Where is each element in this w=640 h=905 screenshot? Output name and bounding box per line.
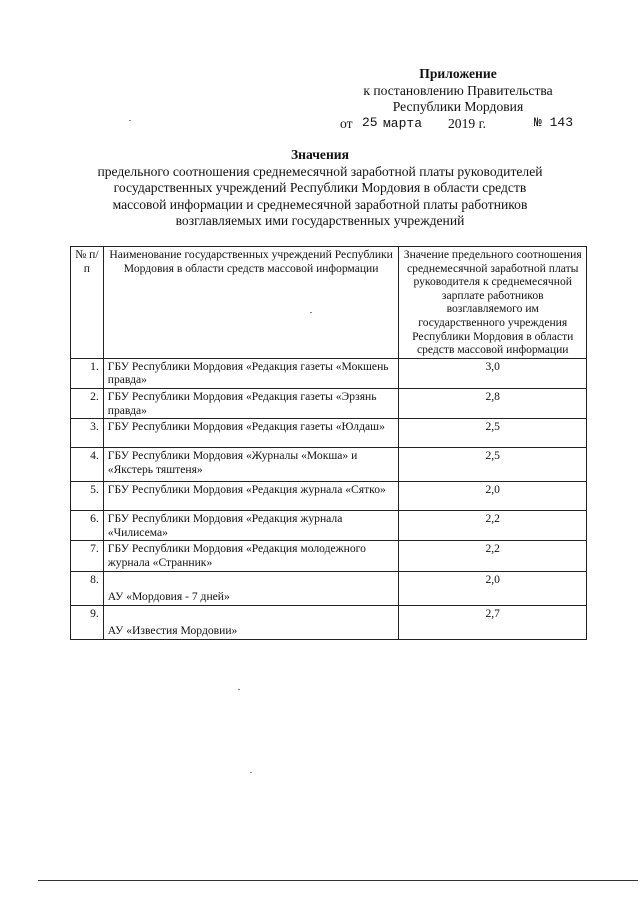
document-number: № 143 [534, 114, 574, 130]
document-heading [40, 147, 600, 230]
table-row [71, 448, 587, 482]
row-institution: АУ «Мордовия - 7 дней» [103, 571, 399, 605]
row-ratio: 2,2 [399, 511, 587, 541]
row-ratio: 2,0 [399, 482, 587, 511]
row-institution: АУ «Известия Мордовии» [103, 605, 399, 639]
table-row [71, 605, 587, 639]
date-day: 25 [362, 114, 378, 130]
scan-speck [310, 312, 312, 313]
table-row [71, 358, 587, 388]
appendix-title: Приложение [419, 66, 497, 81]
heading-line-1: предельного соотношения среднемесячной заработной платы руководителей [97, 163, 543, 179]
values-table [70, 246, 587, 640]
header-institution: Наименование государственных учреждений Республики Мордовия в области средств массовой информации [103, 247, 399, 359]
scan-speck [129, 120, 131, 121]
date-prefix: от [340, 115, 353, 131]
row-number: 9. [71, 605, 104, 639]
row-ratio: 2,5 [399, 448, 587, 482]
row-institution: ГБУ Республики Мордовия «Редакция журнала «Сятко» [103, 482, 399, 511]
scan-bottom-edge [38, 880, 638, 881]
row-number: 3. [71, 419, 104, 448]
row-institution: ГБУ Республики Мордовия «Редакция газеты «Мокшень правда» [103, 358, 399, 388]
row-number: 6. [71, 511, 104, 541]
row-institution: ГБУ Республики Мордовия «Редакция молодежного журнала «Странник» [103, 541, 399, 571]
heading-line-2: государственных учреждений Республики Мордовия в области средств [113, 180, 527, 195]
appendix-block [338, 66, 578, 133]
appendix-line-1: к постановлению Правительства [363, 82, 553, 98]
row-ratio: 3,0 [399, 358, 587, 388]
row-number: 8. [71, 571, 104, 605]
date-year: 2019 г. [448, 115, 487, 131]
scan-speck [238, 689, 240, 690]
row-ratio: 2,7 [399, 605, 587, 639]
header-ratio: Значение предельного соотношения среднемесячной заработной платы руководителя к среднемесячной зарплате работников возглавляемого им государственного учреждения Республики Мордовия в области средств массовой информации [399, 247, 587, 359]
row-institution: ГБУ Республики Мордовия «Редакция газеты «Эрзянь правда» [103, 388, 399, 418]
table-row [71, 482, 587, 511]
date-month: марта [383, 115, 423, 131]
row-ratio: 2,2 [399, 541, 587, 571]
row-institution: ГБУ Республики Мордовия «Редакция журнала «Чилисема» [103, 511, 399, 541]
row-number: 1. [71, 358, 104, 388]
row-ratio: 2,8 [399, 388, 587, 418]
row-number: 5. [71, 482, 104, 511]
appendix-dateline [338, 116, 578, 133]
row-ratio: 2,5 [399, 419, 587, 448]
row-institution: ГБУ Республики Мордовия «Редакция газеты «Юлдаш» [103, 419, 399, 448]
heading-title: Значения [291, 147, 349, 162]
appendix-line-2: Республики Мордовия [392, 99, 524, 114]
scan-speck [250, 772, 252, 773]
table-row [71, 419, 587, 448]
row-ratio: 2,0 [399, 571, 587, 605]
row-number: 7. [71, 541, 104, 571]
row-institution: ГБУ Республики Мордовия «Журналы «Мокша» и «Якстерь тяштеня» [103, 448, 399, 482]
heading-line-4: возглавляемых ими государственных учреждений [175, 213, 465, 228]
table-row [71, 541, 587, 571]
row-number: 4. [71, 448, 104, 482]
table-row [71, 571, 587, 605]
table-row [71, 388, 587, 418]
table-header-row [71, 247, 587, 359]
heading-line-3: массовой информации и среднемесячной заработной платы работников [112, 196, 528, 212]
row-number: 2. [71, 388, 104, 418]
table-row [71, 511, 587, 541]
header-number: № п/п [71, 247, 104, 359]
